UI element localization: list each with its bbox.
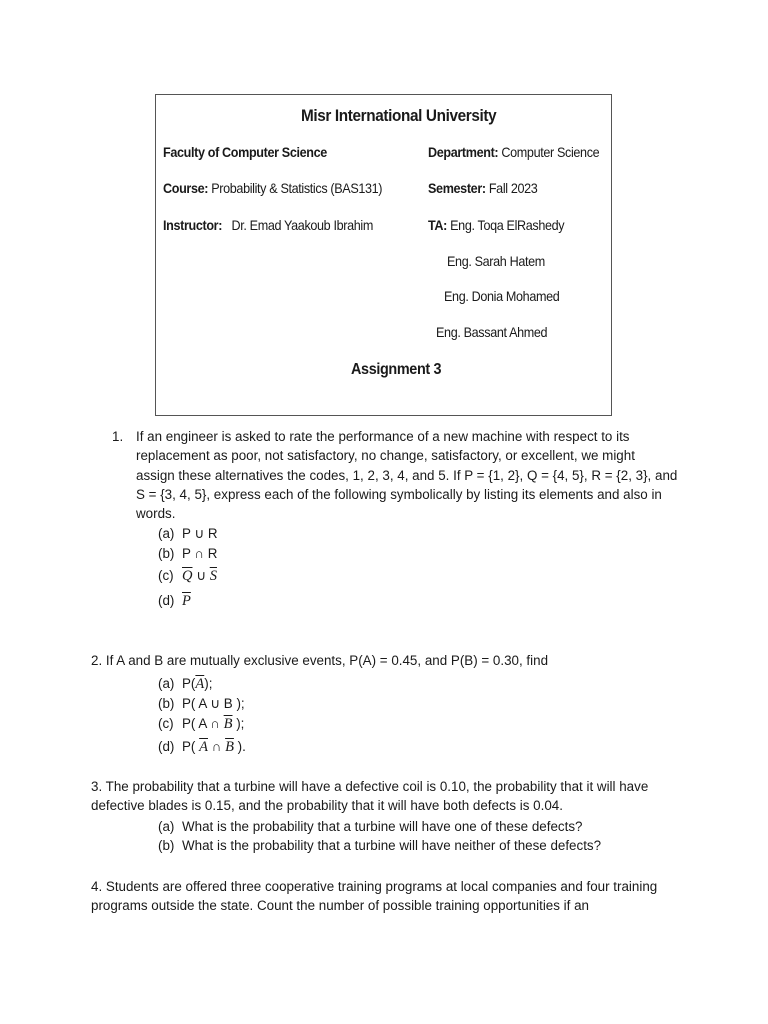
semester-line: Semester: Fall 2023 xyxy=(428,180,538,196)
q3-text: 3. The probability that a turbine will have a defective coil is 0.10, the probability that it will have defective blades is 0.15, and the probability that it will have both defects is 0.04. xyxy=(91,779,649,814)
q1-text: If an engineer is asked to rate the performance of a new machine with respect to its replacement as poor, not satisfactory, no change, satisfactory, or excellent, we might assign these alternatives the codes, 1, 2, 3, 4, and 5. If P = {1, 2}, Q = {4, 5}, R = {2, 3}, and S = {3, 4, 5}, express each of the following symbolically by listing its elements and also in words. xyxy=(136,429,678,522)
faculty-label: Faculty of Computer Science xyxy=(163,144,327,160)
q1-number: 1. xyxy=(112,429,124,444)
q2-part-d: (d) P( $\overline{A}$ ∩ $\overline{B}$ ). xyxy=(158,739,246,755)
q3-part-b: (b) What is the probability that a turbine will have neither of these defects? xyxy=(158,838,602,853)
q1-part-a: (a) P ∪ R xyxy=(158,526,218,541)
assignment-title: Assignment 3 xyxy=(351,361,442,378)
course-line: Course: Probability & Statistics (BAS131) xyxy=(163,180,383,196)
q1-part-d: (d) $\overline{P}$ xyxy=(158,593,191,609)
header-box xyxy=(155,94,612,416)
q4-text: 4. Students are offered three cooperative training programs at local companies and four training programs outside the state. Count the number of possible training opportunities if an xyxy=(91,879,658,914)
ta-line: TA: Eng. Toqa ElRashedy xyxy=(428,217,565,233)
ta-name: Eng. Sarah Hatem xyxy=(447,253,545,269)
department-line: Department: Computer Science xyxy=(428,144,600,160)
q2-part-a: (a) $P(\overline{A})$; xyxy=(158,676,213,692)
ta-name: Eng. Bassant Ahmed xyxy=(436,324,548,340)
q2-part-c: (c) P( A ∩ $\overline{B}$ ); xyxy=(158,716,245,732)
ta-name: Eng. Donia Mohamed xyxy=(444,288,560,304)
q2-text: 2. If A and B are mutually exclusive events, P(A) = 0.45, and P(B) = 0.30, find xyxy=(91,653,549,668)
instructor-line: Instructor: Dr. Emad Yaakoub Ibrahim xyxy=(163,217,373,233)
q2-part-b: (b) P( A ∪ B ); xyxy=(158,696,245,711)
q1-part-c: (c) $\overline{Q}$ ∪ $\overline{S}$ xyxy=(158,568,217,584)
q1-part-b: (b) P ∩ R xyxy=(158,546,218,561)
university-title: Misr International University xyxy=(301,106,497,125)
q3-part-a: (a) What is the probability that a turbine will have one of these defects? xyxy=(158,819,583,834)
